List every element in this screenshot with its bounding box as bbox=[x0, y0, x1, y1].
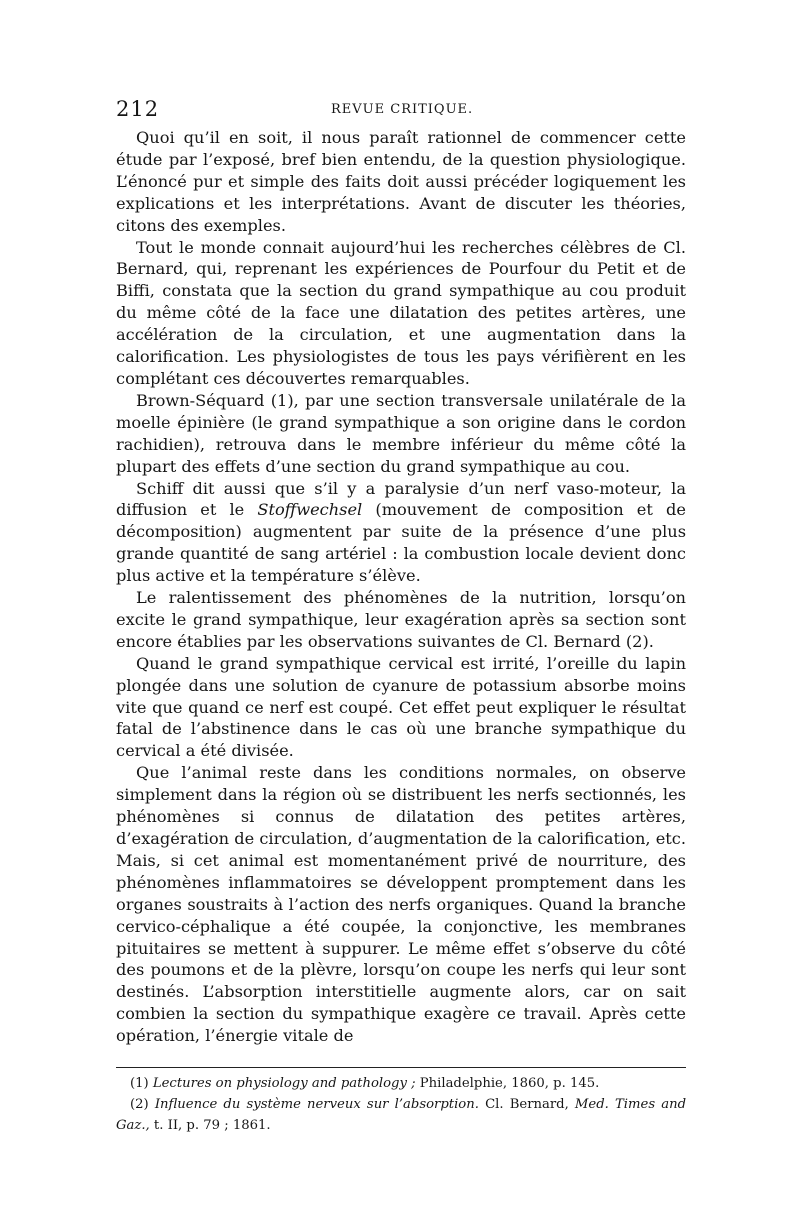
paragraph: Schiff dit aussi que s’il y a paralysie d’un nerf vaso-moteur, la diffusion et le Stoffwechsel (mouvement de composition et de décomposition) augmentent par suite de la présence d’une plus grande quantité de sang artériel : la combustion locale devient donc plus active et la température s’élève. bbox=[116, 478, 686, 586]
running-title: REVUE CRITIQUE. bbox=[331, 102, 474, 117]
footnote-divider bbox=[116, 1067, 686, 1068]
paragraph: Quoi qu’il en soit, il nous paraît rationnel de commencer cette étude par l’exposé, bref bien entendu, de la question physiologique. L’énoncé pur et simple des faits doit aussi précéder logiquement les explications et les interprétations. Avant de discuter les théories, citons des exemples. bbox=[116, 128, 686, 235]
footnote: (2) Influence du système nerveux sur l’absorption. Cl. Bernard, Med. Times and Gaz., t. II, p. 79 ; 1861. bbox=[116, 1097, 687, 1133]
footnote: (1) Lectures on physiology and pathology ; Philadelphie, 1860, p. 145. bbox=[130, 1076, 600, 1091]
page-number: 212 bbox=[116, 97, 160, 121]
body-text bbox=[116, 127, 686, 1047]
paragraph: Que l’animal reste dans les conditions normales, on observe simplement dans la région où se distribuent les nerfs sectionnés, les phénomènes si connus de dilatation des petites artères, d’exagération de circulation, d’augmentation de la calorification, etc. Mais, si cet animal est momentanément privé de nourriture, des phénomènes inflammatoires se développent promptement dans les organes soustraits à l’action des nerfs organiques. Quand la branche cervico-céphalique a été coupée, la conjonctive, les membranes pituitaires se mettent à suppurer. Le même effet s’observe du côté des poumons et de la plèvre, lorsqu’on coupe les nerfs qui leur sont destinés. L’absorption interstitielle augmente alors, car on sait combien la section du sympathique exagère ce travail. Après cette opération, l’énergie vitale de bbox=[116, 763, 686, 1046]
footnotes bbox=[116, 1073, 686, 1136]
paragraph: Le ralentissement des phénomènes de la nutrition, lorsqu’on excite le grand sympathique, leur exagération après sa section sont encore établies par les observations suivantes de Cl. Bernard (2). bbox=[116, 588, 686, 651]
italic-term: Stoffwechsel bbox=[257, 500, 363, 520]
paragraph: Tout le monde connait aujourd’hui les recherches célèbres de Cl. Bernard, qui, reprenant les expériences de Pourfour du Petit et de Biffi, constata que la section du grand sympathique au cou produit du même côté de la face une dilatation des petites artères, une accélération de la circulation, et une augmentation dans la calorification. Les physiologistes de tous les pays vérifièrent en les complétant ces découvertes remarquables. bbox=[116, 237, 686, 388]
page-header bbox=[116, 97, 686, 121]
paragraph: Quand le grand sympathique cervical est irrité, l’oreille du lapin plongée dans une solution de cyanure de potassium absorbe moins vite que quand ce nerf est coupé. Cet effet peut expliquer le résultat fatal de l’abstinence dans le cas où une branche sympathique du cervical a été divisée. bbox=[116, 653, 686, 761]
paragraph: Brown-Séquard (1), par une section transversale unilatérale de la moelle épinière (le grand sympathique a son origine dans le cordon rachidien), retrouva dans le membre inférieur du même côté la plupart des effets d’une section du grand sympathique au cou. bbox=[116, 390, 686, 476]
